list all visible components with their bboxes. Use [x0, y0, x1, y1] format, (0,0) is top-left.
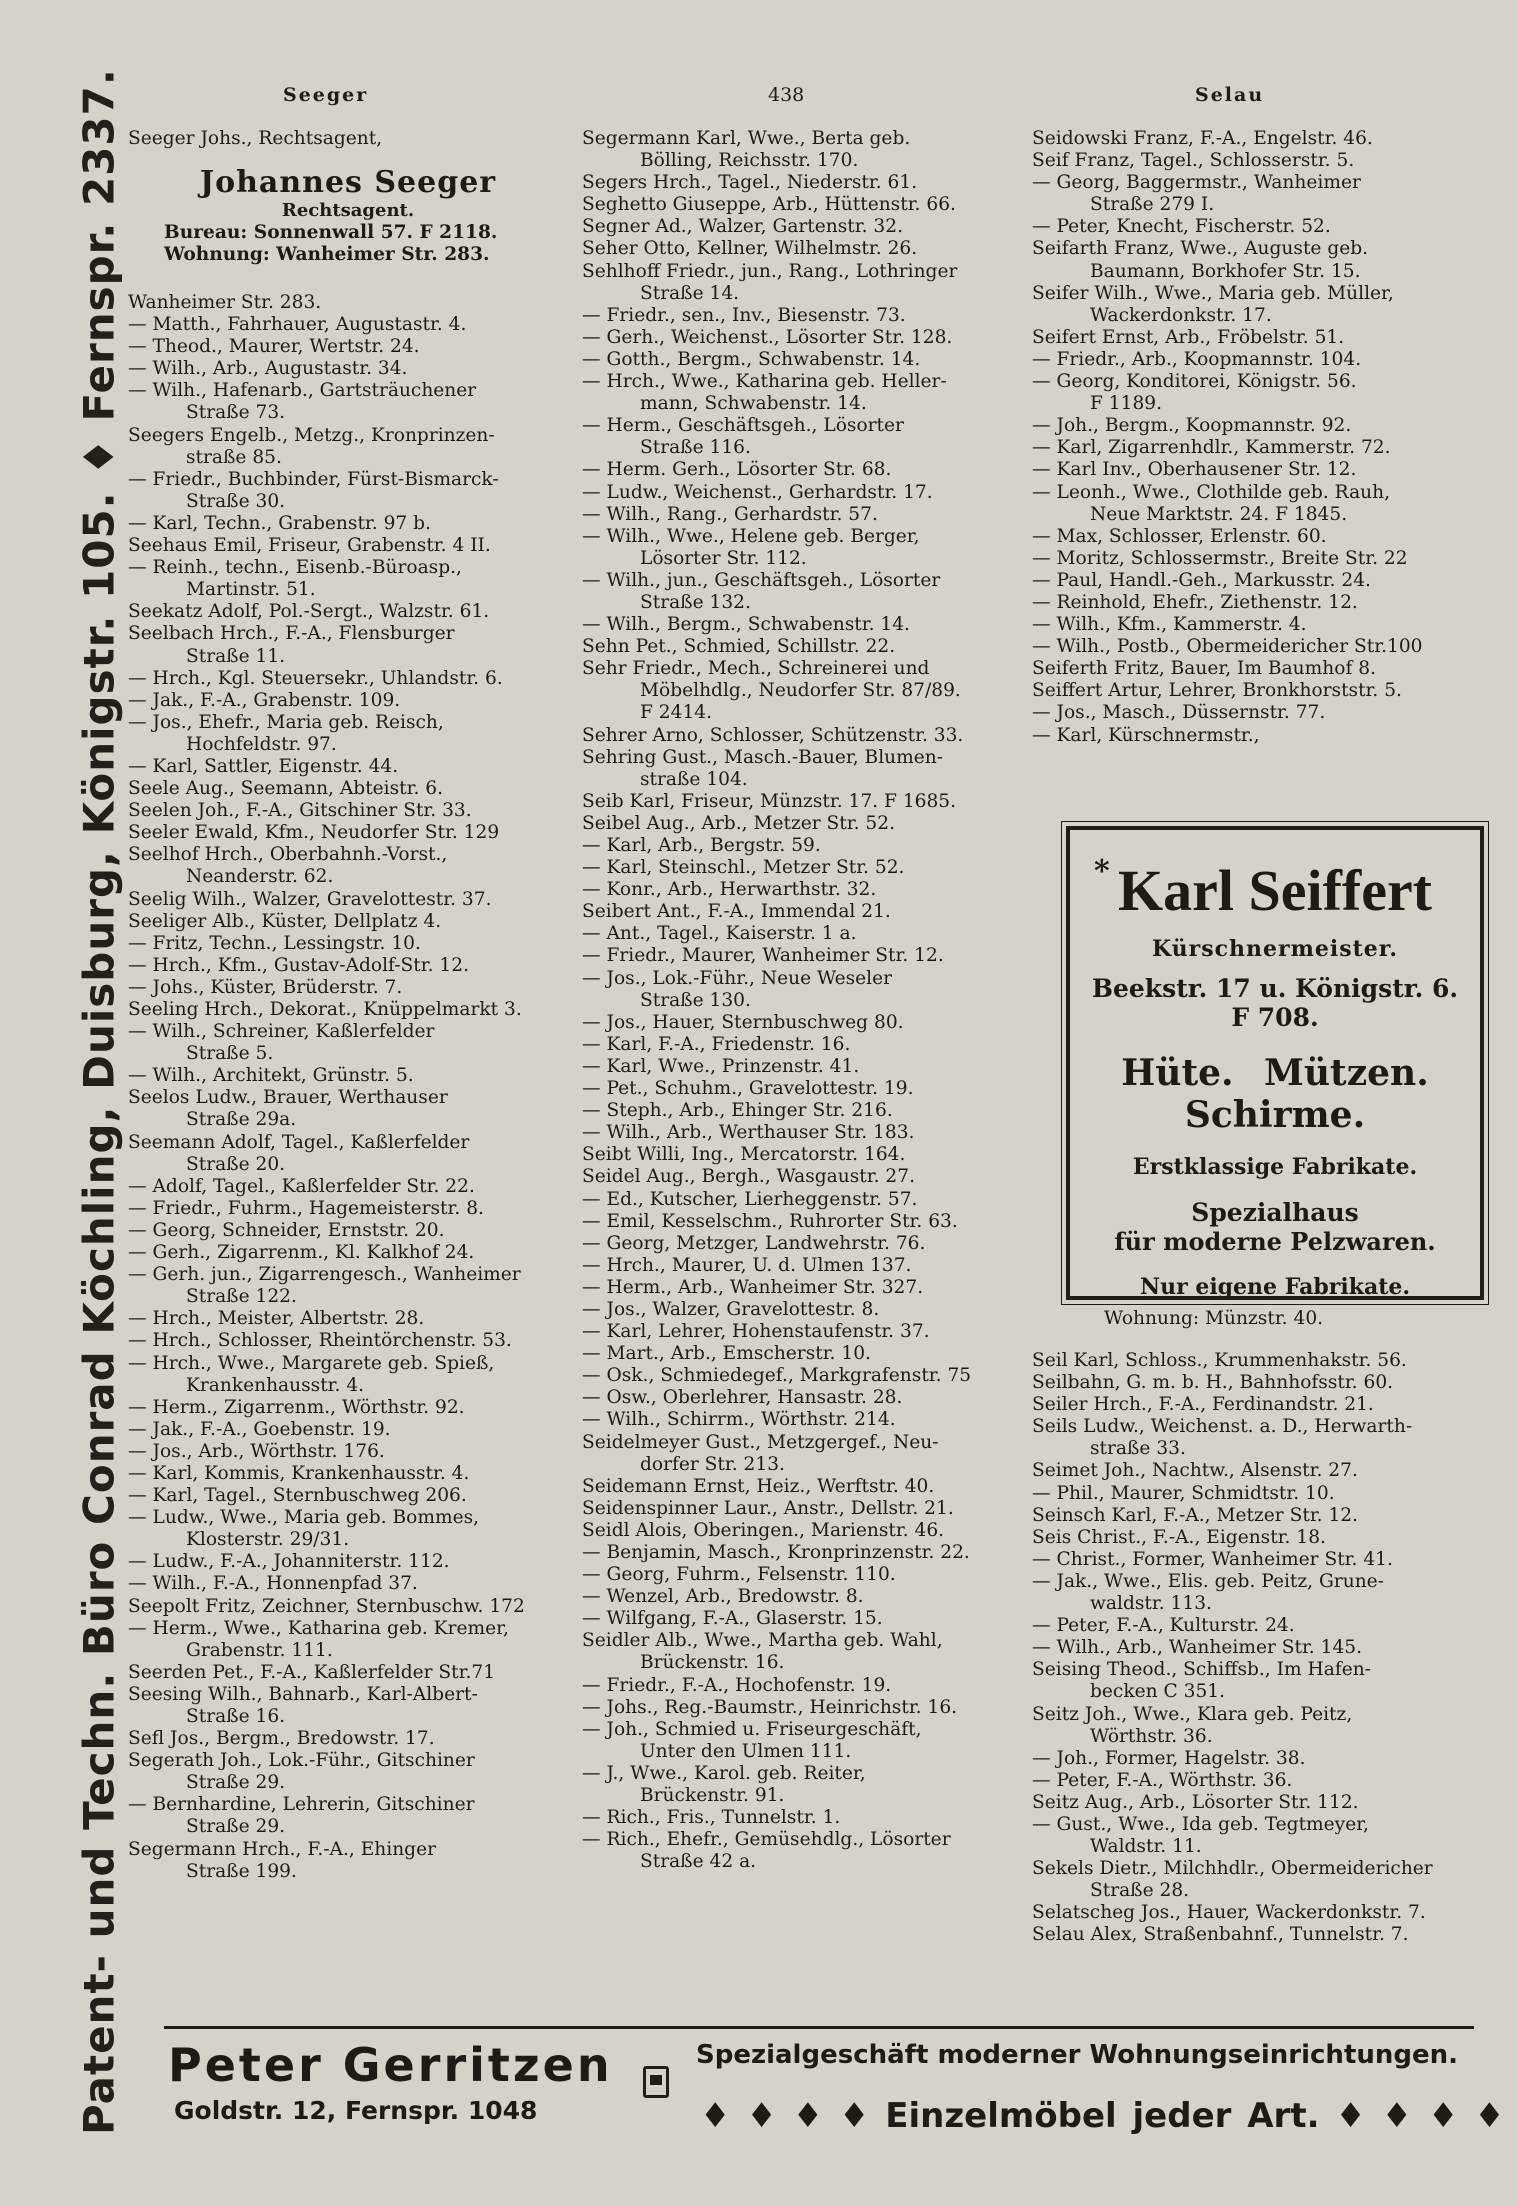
entry: Straße 5.: [186, 1043, 274, 1065]
entry: — Friedr., Maurer, Wanheimer Str. 12.: [582, 945, 944, 967]
entry: — Georg, Metzger, Landwehrstr. 76.: [582, 1232, 926, 1254]
entry: — Johs., Küster, Brüderstr. 7.: [128, 976, 403, 998]
entry: — Ed., Kutscher, Lierheggenstr. 57.: [582, 1188, 918, 1210]
entry: Seifert Ernst, Arb., Fröbelstr. 51.: [1032, 326, 1345, 348]
entry: Sekels Dietr., Milchhdlr., Obermeidericher: [1032, 1858, 1433, 1880]
entry: — Georg, Baggermstr., Wanheimer: [1032, 172, 1361, 194]
entry: — Karl, Kürschnermstr.,: [1032, 724, 1260, 746]
entry: Seibel Aug., Arb., Metzer Str. 52.: [582, 812, 895, 834]
entry: — Fritz, Techn., Lessingstr. 10.: [128, 932, 421, 954]
entry: Seesing Wilh., Bahnarb., Karl-Albert-: [128, 1683, 478, 1705]
entry: — Jak., Wwe., Elis. geb. Peitz, Grune-: [1032, 1570, 1384, 1592]
entry: Hochfeldstr. 97.: [186, 733, 337, 755]
entry: — Karl, Arb., Bergstr. 59.: [582, 835, 821, 856]
banner-rule: [164, 2026, 1474, 2029]
page-number: 438: [768, 84, 805, 106]
entry: — Gerh., Weichenst., Lösorter Str. 128.: [582, 326, 953, 348]
entry: Straße 28.: [1090, 1880, 1190, 1902]
entry: Waldstr. 11.: [1090, 1836, 1202, 1858]
ad-phone: F 708.: [1231, 1003, 1319, 1032]
entry: Straße 29a.: [186, 1109, 297, 1131]
entry: — Herm., Geschäftsgeh., Lösorter: [582, 415, 904, 437]
entry: — Peter, F.-A., Wörthstr. 36.: [1032, 1769, 1293, 1791]
entry: Seekatz Adolf, Pol.-Sergt., Walzstr. 61.: [128, 601, 490, 623]
entry: Seeling Hrch., Dekorat., Knüppelmarkt 3.: [128, 999, 522, 1020]
entry: Bölling, Reichsstr. 170.: [640, 150, 859, 172]
entry: — Ant., Tagel., Kaiserstr. 1 a.: [582, 923, 857, 945]
banner-specialty: Spezialgeschäft moderner Wohnungseinrichtungen.: [696, 2040, 1459, 2070]
entry: Straße 130.: [640, 989, 751, 1011]
entry: Seifarth Franz, Wwe., Auguste geb.: [1032, 238, 1369, 260]
banner-address: Goldstr. 12, Fernspr. 1048: [174, 2096, 538, 2125]
entry: Sehring Gust., Masch.-Bauer, Blumen-: [582, 746, 944, 768]
entry: — Reinhold, Ehefr., Ziethenstr. 12.: [1032, 591, 1358, 613]
entry: — Wilh., Arb., Werthauser Str. 183.: [582, 1122, 915, 1144]
ad-name: Karl Seiffert: [1117, 858, 1432, 923]
entry: — Matth., Fahrhauer, Augustastr. 4.: [128, 314, 467, 336]
entry: Straße 279 I.: [1090, 194, 1215, 216]
entry: — Wilh., Schreiner, Kaßlerfelder: [128, 1021, 435, 1043]
entry: — Herm., Wwe., Katharina geb. Kremer,: [128, 1617, 509, 1639]
entry: — Adolf, Tagel., Kaßlerfelder Str. 22.: [128, 1175, 475, 1197]
column-1-head: [128, 128, 578, 150]
entry: Martinstr. 51.: [186, 579, 316, 601]
entry: Seidl Alois, Oberingen., Marienstr. 46.: [582, 1519, 945, 1541]
entry: Segermann Karl, Wwe., Berta geb.: [582, 128, 911, 149]
entry: — J., Wwe., Karol. geb. Reiter,: [582, 1762, 866, 1784]
entry: Seelhof Hrch., Oberbahnh.-Vorst.,: [128, 844, 448, 866]
entry: — Peter, Knecht, Fischerstr. 52.: [1032, 216, 1331, 238]
entry: — Karl, Sattler, Eigenstr. 44.: [128, 755, 399, 777]
entry: Segner Ad., Walzer, Gartenstr. 32.: [582, 216, 904, 238]
phone-box-icon: [643, 2066, 669, 2098]
entry: Seitz Aug., Arb., Lösorter Str. 112.: [1032, 1791, 1359, 1813]
entry: F 2414.: [640, 702, 713, 724]
entry: — Pet., Schuhm., Gravelottestr. 19.: [582, 1078, 914, 1100]
entry: dorfer Str. 213.: [640, 1453, 785, 1475]
entry: Möbelhdlg., Neudorfer Str. 87/89.: [640, 680, 961, 702]
entry: — Karl, Wwe., Prinzenstr. 41.: [582, 1055, 860, 1077]
spine-advertisement: [62, 68, 136, 2135]
entry: — Georg, Schneider, Ernststr. 20.: [128, 1219, 445, 1241]
entry: — Hrch., Wwe., Katharina geb. Heller-: [582, 371, 947, 393]
entry: Seidowski Franz, F.-A., Engelstr. 46.: [1032, 128, 1373, 149]
entry: Straße 42 a.: [640, 1851, 757, 1873]
ad-own: Nur eigene Fabrikate.: [1139, 1274, 1411, 1300]
entry: Seeliger Alb., Küster, Dellplatz 4.: [128, 910, 442, 932]
entry: — Theod., Maurer, Wertstr. 24.: [128, 336, 420, 358]
ad-special-1: Spezialhaus: [1191, 1198, 1359, 1227]
entry: Lösorter Str. 112.: [640, 547, 807, 569]
entry: — Moritz, Schlossermstr., Breite Str. 22: [1032, 547, 1408, 569]
entry: Seemann Adolf, Tagel., Kaßlerfelder: [128, 1131, 470, 1153]
entry: Brückenstr. 91.: [640, 1785, 785, 1807]
entry: — Bernhardine, Lehrerin, Gitschiner: [128, 1794, 475, 1816]
entry: Klosterstr. 29/31.: [186, 1529, 350, 1551]
ad-name: Johannes Seeger: [199, 165, 497, 200]
entry: — Herm., Arb., Wanheimer Str. 327.: [582, 1276, 924, 1298]
entry: — Hrch., Meister, Albertstr. 28.: [128, 1308, 425, 1330]
entry: — Herm., Zigarrenm., Wörthstr. 92.: [128, 1396, 465, 1418]
entry: Seelig Wilh., Walzer, Gravelottestr. 37.: [128, 888, 492, 910]
entry: Straße 29.: [186, 1772, 286, 1794]
entry: — Karl, Steinschl., Metzer Str. 52.: [582, 857, 905, 879]
entry: Straße 14.: [640, 282, 740, 304]
entry: Segermann Hrch., F.-A., Ehinger: [128, 1838, 436, 1860]
entry: — Karl, Tagel., Sternbuschweg 206.: [128, 1485, 467, 1507]
entry: — Karl, F.-A., Friedenstr. 16.: [582, 1033, 851, 1055]
entry: Krankenhausstr. 4.: [186, 1374, 365, 1396]
entry: — Wilh., Rang., Gerhardstr. 57.: [582, 503, 878, 525]
entry: Seilbahn, G. m. b. H., Bahnhofsstr. 60.: [1032, 1372, 1394, 1394]
entry: Unter den Ulmen 111.: [640, 1740, 852, 1762]
entry: Seibert Ant., F.-A., Immendal 21.: [582, 901, 891, 923]
entry: — Joh., Bergm., Koopmannstr. 92.: [1032, 415, 1352, 437]
entry: — Peter, F.-A., Kulturstr. 24.: [1032, 1615, 1295, 1637]
entry: — Herm. Gerh., Lösorter Str. 68.: [582, 459, 892, 481]
entry: Wackerdonkstr. 17.: [1090, 304, 1272, 326]
entry: Seiffert Artur, Lehrer, Bronkhorststr. 5.: [1032, 680, 1402, 702]
entry: — Wilh., Architekt, Grünstr. 5.: [128, 1065, 414, 1087]
entry: — Christ., Former, Wanheimer Str. 41.: [1032, 1548, 1393, 1570]
entry: — Jos., Walzer, Gravelottestr. 8.: [582, 1298, 880, 1320]
entry: — Karl, Zigarrenhdlr., Kammerstr. 72.: [1032, 437, 1391, 459]
entry: Seerden Pet., F.-A., Kaßlerfelder Str.71: [128, 1661, 496, 1683]
entry: — Friedr., Buchbinder, Fürst-Bismarck-: [128, 468, 499, 490]
entry: mann, Schwabenstr. 14.: [640, 393, 867, 415]
entry: — Ludw., F.-A., Johanniterstr. 112.: [128, 1551, 450, 1573]
entry: — Steph., Arb., Ehinger Str. 216.: [582, 1100, 893, 1122]
column-2: [582, 128, 1022, 2020]
entry: Straße 116.: [640, 437, 751, 459]
entry: Straße 30.: [186, 490, 286, 512]
entry: Seele Aug., Seemann, Abteistr. 6.: [128, 778, 444, 800]
header-left-keyword: Seeger: [283, 84, 369, 106]
entry: Seils Ludw., Weichenst. a. D., Herwarth-: [1032, 1416, 1413, 1438]
entry: — Wilh., Kfm., Kammerstr. 4.: [1032, 614, 1307, 636]
entry: — Hrch., Kgl. Steuersekr., Uhlandstr. 6.: [128, 667, 503, 689]
entry: becken C 351.: [1090, 1681, 1226, 1703]
entry: Seher Otto, Kellner, Wilhelmstr. 26.: [582, 238, 918, 260]
entry: Seitz Joh., Wwe., Klara geb. Peitz,: [1032, 1703, 1353, 1725]
entry: Seidelmeyer Gust., Metzgergef., Neu-: [582, 1431, 939, 1453]
entry: Grabenstr. 111.: [186, 1639, 333, 1661]
spine-text: Patent- und Techn. Büro Conrad Köchling, Duisburg, Königstr. 105. ♦ Fernspr. 2337.: [74, 68, 124, 2135]
entry: — Gerh., Zigarrenm., Kl. Kalkhof 24.: [128, 1242, 475, 1264]
entry: Brückenstr. 16.: [640, 1652, 785, 1674]
entry: Sefl Jos., Bergm., Bredowstr. 17.: [128, 1728, 435, 1750]
entry: Seiferth Fritz, Bauer, Im Baumhof 8.: [1032, 658, 1376, 680]
entry: — Jos., Masch., Düssernstr. 77.: [1032, 702, 1326, 724]
ad-goods: Hüte. Mützen. Schirme.: [1121, 1052, 1429, 1136]
banner-name: Peter Gerritzen: [168, 2038, 613, 2092]
entry: Seidel Aug., Bergh., Wasgaustr. 27.: [582, 1166, 915, 1188]
entry: Sehn Pet., Schmied, Schillstr. 22.: [582, 636, 896, 658]
entry: — Gust., Wwe., Ida geb. Tegtmeyer,: [1032, 1813, 1369, 1835]
entry: — Wilh., Bergm., Schwabenstr. 14.: [582, 614, 910, 636]
entry: Seidemann Ernst, Heiz., Werftstr. 40.: [582, 1475, 935, 1497]
entry: — Wilh., jun., Geschäftsgeh., Lösorter: [582, 569, 941, 591]
entry: Wohnung: Münzstr. 40.: [1104, 1308, 1324, 1329]
column-3-after-ad: [1104, 1308, 1504, 1330]
entry: Seif Franz, Tagel., Schlosserstr. 5.: [1032, 150, 1355, 172]
entry: Seegers Engelb., Metzg., Kronprinzen-: [128, 424, 495, 446]
entry: Seinsch Karl, F.-A., Metzer Str. 12.: [1032, 1504, 1359, 1526]
entry: Seelbach Hrch., F.-A., Flensburger: [128, 623, 455, 645]
entry: Neue Marktstr. 24. F 1845.: [1090, 503, 1348, 525]
entry: — Ludw., Weichenst., Gerhardstr. 17.: [582, 481, 933, 503]
ad-quality: Erstklassige Fabrikate.: [1132, 1154, 1418, 1180]
entry: Seib Karl, Friseur, Münzstr. 17. F 1685.: [582, 790, 957, 812]
entry: — Friedr., Arb., Koopmannstr. 104.: [1032, 348, 1362, 370]
column-1: [128, 292, 578, 2026]
entry: — Karl, Techn., Grabenstr. 97 b.: [128, 512, 431, 534]
entry: — Wilh., Hafenarb., Gartsträuchener: [128, 380, 477, 402]
entry: — Gotth., Bergm., Schwabenstr. 14.: [582, 348, 921, 370]
entry: Seil Karl, Schloss., Krummenhakstr. 56.: [1032, 1350, 1407, 1371]
entry: Neanderstr. 62.: [186, 866, 334, 888]
entry: — Gerh. jun., Zigarrengesch., Wanheimer: [128, 1264, 521, 1286]
ad-office: Bureau: Sonnenwall 57. F 2118.: [164, 222, 498, 243]
entry: Seelos Ludw., Brauer, Werthauser: [128, 1087, 448, 1109]
entry: Sehrer Arno, Schlosser, Schützenstr. 33.: [582, 724, 964, 746]
entry: Segerath Joh., Lok.-Führ., Gitschiner: [128, 1750, 475, 1772]
entry: — Wilh., Postb., Obermeidericher Str.100: [1032, 636, 1423, 658]
ad-trade: Kürschnermeister.: [1152, 936, 1398, 962]
entry: Straße 132.: [640, 591, 751, 613]
entry: — Osk., Schmiedegef., Markgrafenstr. 75: [582, 1365, 972, 1387]
entry: — Joh., Former, Hagelstr. 38.: [1032, 1747, 1306, 1769]
entry: — Jak., F.-A., Goebenstr. 19.: [128, 1418, 391, 1440]
entry: Baumann, Borkhofer Str. 15.: [1090, 260, 1361, 282]
entry: — Hrch., Maurer, U. d. Ulmen 137.: [582, 1254, 912, 1276]
entry: Straße 199.: [186, 1860, 297, 1882]
seiffert-advertisement: [1066, 826, 1484, 1300]
entry: — Rich., Fris., Tunnelstr. 1.: [582, 1807, 841, 1829]
entry: Seiler Hrch., F.-A., Ferdinandstr. 21.: [1032, 1394, 1374, 1416]
entry: — Karl, Kommis, Krankenhausstr. 4.: [128, 1462, 470, 1484]
entry: — Mart., Arb., Emscherstr. 10.: [582, 1343, 871, 1365]
entry: Segers Hrch., Tagel., Niederstr. 61.: [582, 172, 918, 194]
entry: Seepolt Fritz, Zeichner, Sternbuschw. 172: [128, 1595, 525, 1617]
entry: straße 33.: [1090, 1438, 1186, 1460]
entry: — Leonh., Wwe., Clothilde geb. Rauh,: [1032, 481, 1391, 503]
entry: — Joh., Schmied u. Friseurgeschäft,: [582, 1718, 922, 1740]
entry: — Rich., Ehefr., Gemüsehdlg., Lösorter: [582, 1829, 951, 1851]
seeger-advertisement: [138, 166, 558, 266]
entry: straße 104.: [640, 768, 748, 790]
entry: — Wilh., F.-A., Honnenpfad 37.: [128, 1573, 418, 1595]
entry: — Friedr., sen., Inv., Biesenstr. 73.: [582, 304, 906, 326]
entry: Seghetto Giuseppe, Arb., Hüttenstr. 66.: [582, 194, 956, 216]
entry: — Jos., Arb., Wörthstr. 176.: [128, 1440, 385, 1462]
entry: — Paul, Handl.-Geh., Markusstr. 24.: [1032, 569, 1371, 591]
entry: Sehlhoff Friedr., jun., Rang., Lothringer: [582, 260, 958, 282]
entry: — Hrch., Kfm., Gustav-Adolf-Str. 12.: [128, 954, 469, 976]
entry: Selatscheg Jos., Hauer, Wackerdonkstr. 7.: [1032, 1902, 1426, 1924]
entry: — Hrch., Wwe., Margarete geb. Spieß,: [128, 1352, 495, 1374]
entry: — Jos., Lok.-Führ., Neue Weseler: [582, 967, 893, 989]
entry: — Max, Schlosser, Erlenstr. 60.: [1032, 525, 1327, 547]
entry: straße 85.: [186, 446, 282, 468]
entry: — Jak., F.-A., Grabenstr. 109.: [128, 689, 401, 711]
header-right-keyword: Selau: [1195, 84, 1265, 106]
entry: — Hrch., Schlosser, Rheintörchenstr. 53.: [128, 1330, 512, 1352]
entry: — Friedr., Fuhrm., Hagemeisterstr. 8.: [128, 1197, 484, 1219]
entry: Wanheimer Str. 283.: [128, 292, 322, 313]
entry: — Wilh., Arb., Wanheimer Str. 145.: [1032, 1637, 1363, 1659]
entry: — Friedr., F.-A., Hochofenstr. 19.: [582, 1674, 892, 1696]
entry: — Konr., Arb., Herwarthstr. 32.: [582, 879, 877, 901]
entry: — Reinh., techn., Eisenb.-Büroasp.,: [128, 557, 462, 579]
entry: — Wilh., Schirrm., Wörthstr. 214.: [582, 1409, 896, 1431]
entry: F 1189.: [1090, 393, 1163, 415]
entry: Sehr Friedr., Mech., Schreinerei und: [582, 658, 930, 680]
entry: Seifer Wilh., Wwe., Maria geb. Müller,: [1032, 282, 1394, 304]
entry: — Wenzel, Arb., Bredowstr. 8.: [582, 1586, 864, 1608]
entry: Seibt Willi, Ing., Mercatorstr. 164.: [582, 1144, 906, 1166]
entry: Seelen Joh., F.-A., Gitschiner Str. 33.: [128, 800, 472, 822]
entry: — Karl Inv., Oberhausener Str. 12.: [1032, 459, 1357, 481]
column-3-top: [1032, 128, 1482, 818]
ad-address: Beekstr. 17 u. Königstr. 6.: [1091, 974, 1459, 1003]
entry: — Wilfgang, F.-A., Glaserstr. 15.: [582, 1608, 883, 1630]
entry: — Jos., Hauer, Sternbuschweg 80.: [582, 1011, 904, 1033]
entry: Seimet Joh., Nachtw., Alsenstr. 27.: [1032, 1460, 1358, 1482]
entry: Straße 29.: [186, 1816, 286, 1838]
entry: Seidler Alb., Wwe., Martha geb. Wahl,: [582, 1630, 943, 1652]
entry: Seeler Ewald, Kfm., Neudorfer Str. 129: [128, 822, 500, 844]
entry: Straße 73.: [186, 402, 286, 424]
ad-title: Rechtsagent.: [281, 200, 415, 221]
entry: — Wilh., Arb., Augustastr. 34.: [128, 358, 408, 380]
entry: — Georg, Konditorei, Königstr. 56.: [1032, 371, 1357, 393]
entry: Selau Alex, Straßenbahnf., Tunnelstr. 7.: [1032, 1924, 1409, 1946]
ad-home: Wohnung: Wanheimer Str. 283.: [164, 244, 490, 265]
entry: — Osw., Oberlehrer, Hansastr. 28.: [582, 1387, 903, 1409]
entry: — Ludw., Wwe., Maria geb. Bommes,: [128, 1507, 480, 1529]
entry: Wörthstr. 36.: [1090, 1725, 1213, 1747]
entry: Straße 16.: [186, 1706, 286, 1727]
entry: Seehaus Emil, Friseur, Grabenstr. 4 II.: [128, 535, 491, 557]
entry: Straße 11.: [186, 645, 286, 667]
banner-furniture: ♦ ♦ ♦ ♦ Einzelmöbel jeder Art. ♦ ♦ ♦ ♦: [700, 2096, 1505, 2136]
entry: Straße 122.: [186, 1286, 297, 1308]
entry: — Karl, Lehrer, Hohenstaufenstr. 37.: [582, 1321, 930, 1343]
column-3-bottom: [1032, 1350, 1482, 2020]
entry: Seis Christ., F.-A., Eigenstr. 18.: [1032, 1526, 1326, 1548]
entry: — Johs., Reg.-Baumstr., Heinrichstr. 16.: [582, 1696, 958, 1718]
ad-star: *: [1094, 854, 1110, 889]
entry: — Benjamin, Masch., Kronprinzenstr. 22.: [582, 1542, 970, 1563]
entry: — Jos., Ehefr., Maria geb. Reisch,: [128, 711, 444, 733]
entry: Seidenspinner Laur., Anstr., Dellstr. 21.: [582, 1497, 954, 1519]
entry: Seising Theod., Schiffsb., Im Hafen-: [1032, 1659, 1371, 1681]
entry: Seeger Johs., Rechtsagent,: [128, 128, 383, 149]
ad-special-2: für moderne Pelzwaren.: [1114, 1227, 1436, 1256]
entry: — Georg, Fuhrm., Felsenstr. 110.: [582, 1564, 896, 1586]
entry: — Wilh., Wwe., Helene geb. Berger,: [582, 525, 920, 547]
entry: — Phil., Maurer, Schmidtstr. 10.: [1032, 1482, 1335, 1504]
entry: Straße 20.: [186, 1153, 286, 1175]
entry: waldstr. 113.: [1090, 1593, 1212, 1615]
entry: — Emil, Kesselschm., Ruhrorter Str. 63.: [582, 1210, 958, 1232]
